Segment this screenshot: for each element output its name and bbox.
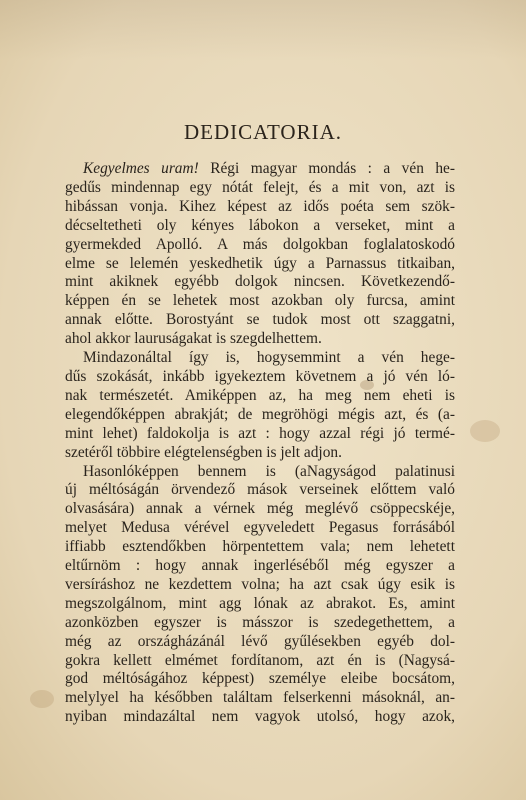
text-line: elegendőképpen abrakját; de megröhögi mégis azt, és (a- bbox=[65, 405, 455, 423]
text-line: annak előtte. Borostyánt se tudok most ott szaggatni, bbox=[65, 311, 455, 329]
text-line: megszolgálnom, mint agg lónak az abrakot. Es, amint bbox=[65, 594, 455, 612]
text-line: elme se lelemén yeskedhetik úgy a Parnassus titkaiban, bbox=[65, 254, 455, 272]
text-line: eltűrnöm : hogy annak ingerléséből még egyszer a bbox=[65, 557, 455, 575]
text-line: új méltóságán örvendező mások verseinek előttem való bbox=[65, 481, 455, 499]
text-line: versíráshoz ne kezdettem volna; ha azt csak úgy esik is bbox=[65, 575, 455, 593]
text-line: még az országházánál lévő gyűlésekben egyéb dol- bbox=[65, 632, 455, 650]
text-line: Mindazonáltal így is, hogysemmint a vén hege- bbox=[83, 349, 455, 367]
text-line: nyiban mindazáltal nem vagyok utolsó, hogy azok, bbox=[65, 708, 455, 726]
text-line: szetéről többire elégtelenségben is jelt adjon. bbox=[65, 443, 342, 461]
text-line: god méltóságához képpest) személye eleibe bocsátom, bbox=[65, 670, 455, 688]
text-line: décseltetheti oly kényes lábokon a verseket, mint a bbox=[65, 216, 455, 234]
text-line: iffiabb esztendőkben hörpentettem vala; nem lehetett bbox=[65, 538, 455, 556]
text-line: ahol akkor lauruságakat is szegdelhettem. bbox=[65, 330, 322, 348]
text-line: melyet Medusa vérével egyveledett Pegasus forrásából bbox=[65, 519, 455, 537]
text-line: melylyel ha későbben találtam felserkenni másoknál, an- bbox=[65, 689, 455, 707]
text-line: mint lehet) faldokolja is azt : hogy azzal régi jó termé- bbox=[65, 424, 455, 442]
greeting: Kegyelmes uram! bbox=[83, 160, 199, 177]
text-line: gokra kellett elmémet fordítanom, azt én is (Nagysá- bbox=[65, 651, 455, 669]
body-text bbox=[65, 160, 455, 727]
text-line: dűs szokását, inkább igyekeztem követnem a jó vén ló- bbox=[65, 367, 455, 385]
text-line: olvasására) annak a vérnek még meglévő csöppecskéje, bbox=[65, 500, 455, 518]
text-line: gedűs mindennap egy nótát felejt, és a mit von, azt is bbox=[65, 178, 455, 196]
text-line: nak természetét. Amiképpen az, ha meg nem eheti is bbox=[65, 386, 455, 404]
text-line: mint akiknek egyébb dolgok nincsen. Következendő- bbox=[65, 273, 455, 291]
bleed-through-shadow bbox=[0, 0, 526, 60]
foxing-stain bbox=[470, 420, 500, 442]
text-line: hibássan vonja. Kihez képest az idős poéta sem szök- bbox=[65, 197, 455, 215]
text-line: Hasonlóképpen bennem is (aNagyságod palatinusi bbox=[83, 462, 455, 480]
page-title: DEDICATORIA. bbox=[183, 120, 343, 144]
text-line: azonközben egyszer is másszor is szedegethettem, a bbox=[65, 613, 455, 631]
foxing-stain bbox=[30, 690, 54, 708]
text-line: gyermekded Apolló. A más dolgokban foglalatoskodó bbox=[65, 235, 455, 253]
text-line: képpen én se lehetek most azokban oly furcsa, amint bbox=[65, 292, 455, 310]
text-line: Kegyelmes uram! Régi magyar mondás : a vén he- bbox=[83, 160, 455, 177]
